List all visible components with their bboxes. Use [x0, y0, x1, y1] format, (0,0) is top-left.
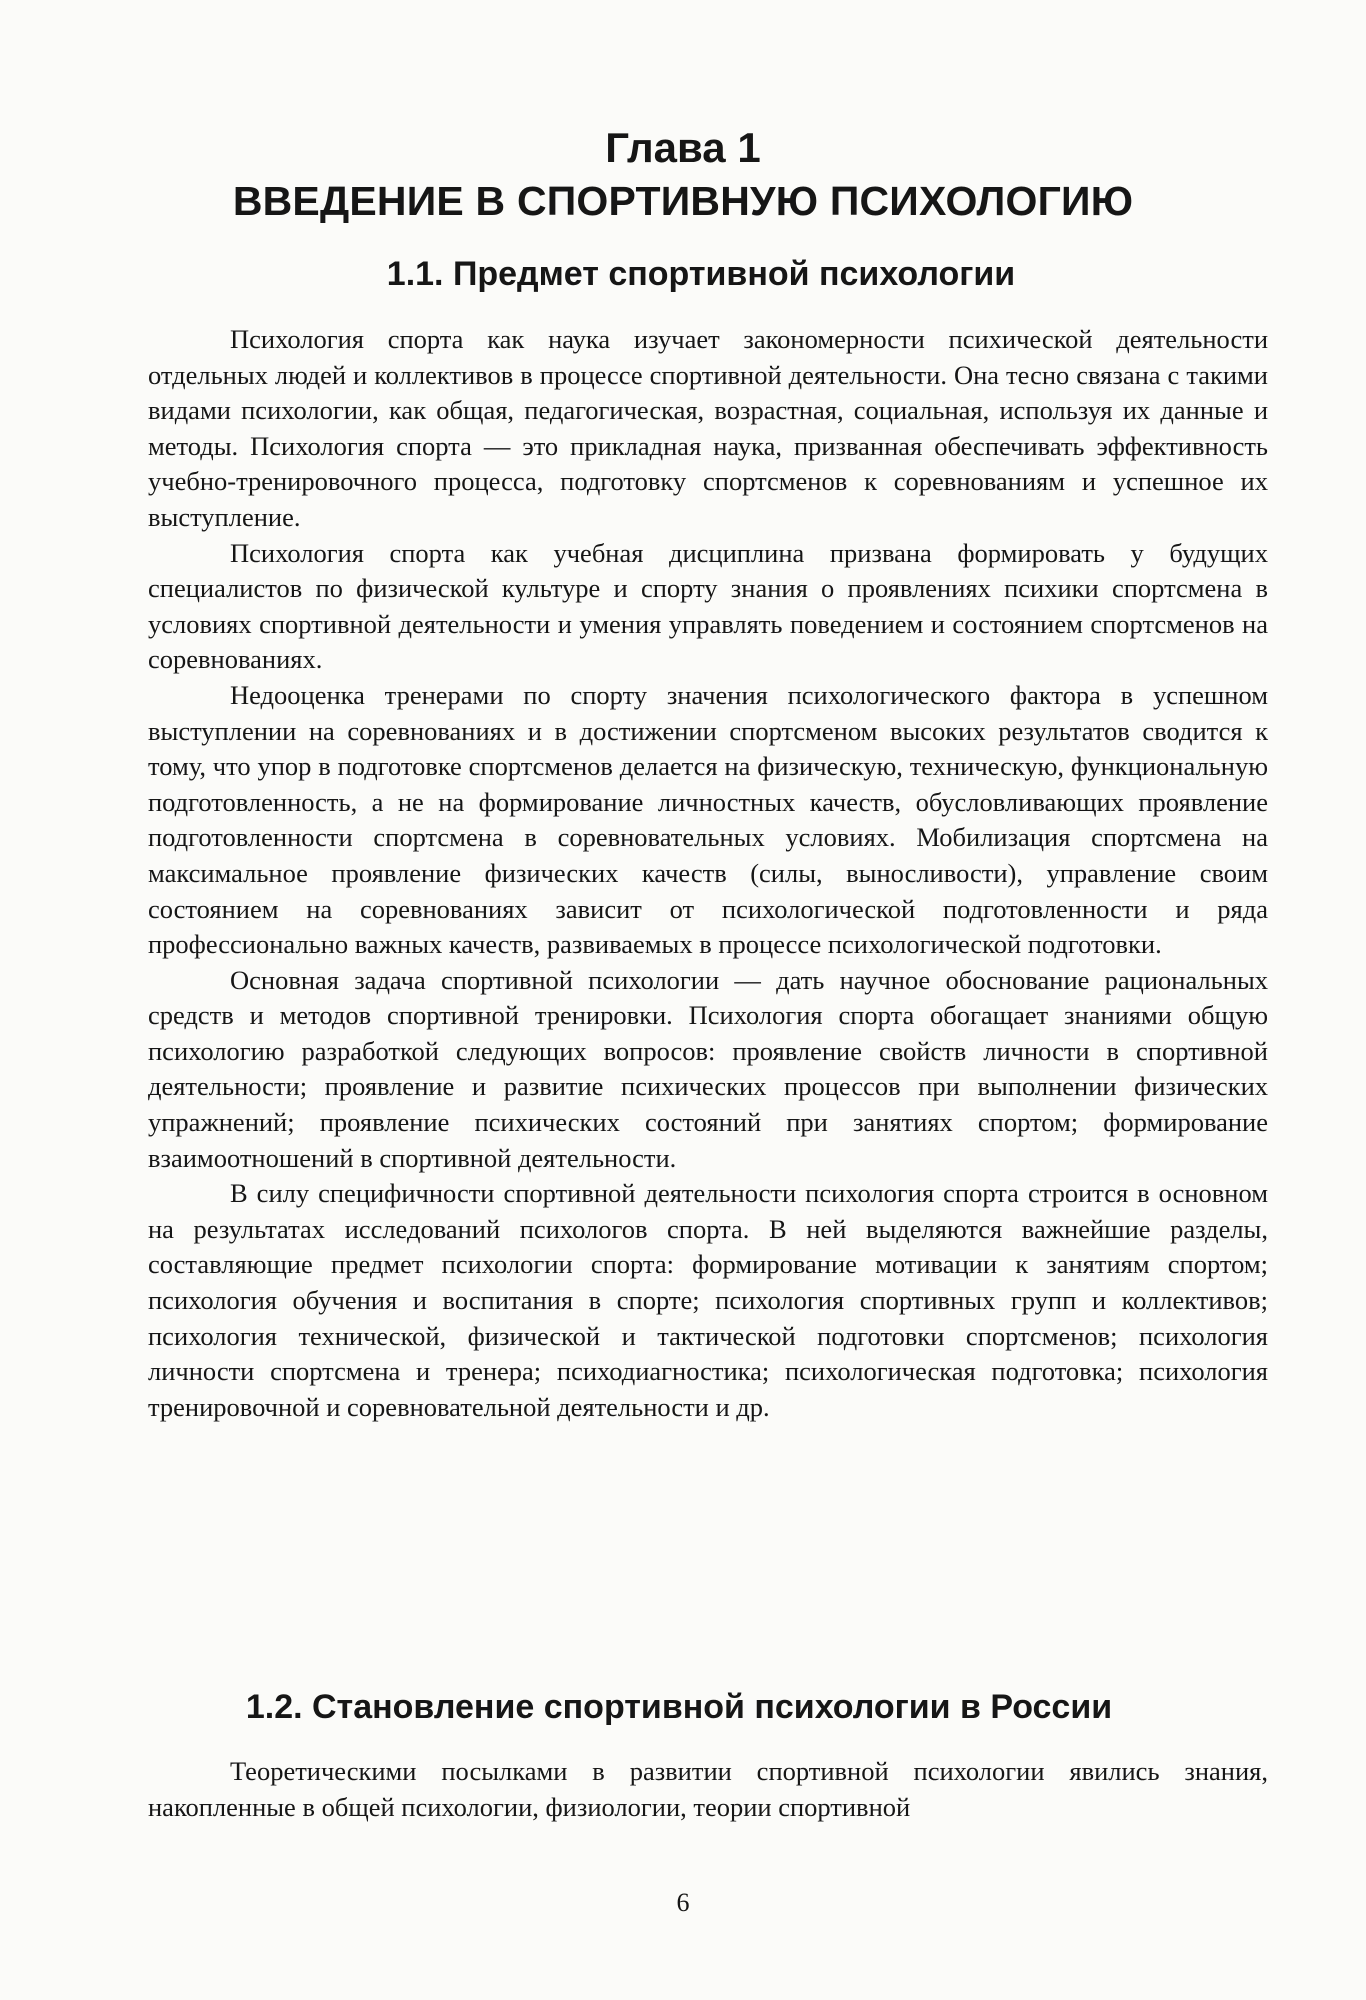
- page-number: 6: [676, 1888, 690, 1917]
- section-title-1-2: 1.2. Становление спортивной психологии в России: [245, 1688, 1113, 1726]
- section-1-2-body: [148, 1754, 1268, 1825]
- paragraph: Недооценка тренерами по спорту значения психологического фактора в успешном выступлении на соревнованиях и в достижении спортсменом высоких результатов сводится к тому, что упор в подготовке спортсменов делается на физическую, техническую, функциональную подготовленность, а не на формирование личностных качеств, обусловливающих проявление подготовленности спортсмена в соревновательных условиях. Мобилизация спортсмена на максимальное проявление физических качеств (силы, выносливости), управление своим состоянием на соревнованиях зависит от психологической подготовленности и ряда профессионально важных качеств, развиваемых в процессе психологической подготовки.: [148, 679, 1268, 960]
- chapter-label: Глава 1: [605, 124, 761, 171]
- section-title-1-1: 1.1. Предмет спортивной психологии: [386, 255, 1016, 293]
- paragraph: Психология спорта как учебная дисциплина призвана формировать у будущих специалистов по физической культуре и спорту знания о проявлениях психики спортсмена в условиях спортивной деятельности и умения управлять поведением и состоянием спортсменов на соревнованиях.: [148, 537, 1268, 675]
- paragraph: В силу специфичности спортивной деятельности психология спорта строится в основном на результатах исследований психологов спорта. В ней выделяются важнейшие разделы, составляющие предмет психологии спорта: формирование мотивации к занятиям спортом; психология обучения и воспитания в спорте; психология спортивных групп и коллективов; психология технической, физической и тактической подготовки спортсменов; психология личности спортсмена и тренера; психодиагностика; психологическая подготовка; психология тренировочной и соревновательной деятельности и др.: [148, 1178, 1268, 1422]
- section-1-1-body: [148, 322, 1268, 1425]
- paragraph: Основная задача спортивной психологии — дать научное обоснование рациональных средств и методов спортивной тренировки. Психология спорта обогащает знаниями общую психологию разработкой следующих вопросов: проявление свойств личности в спортивной деятельности; проявление и развитие психических процессов при выполнении физических упражнений; проявление психических состояний при занятиях спортом; формирование взаимоотношений в спортивной деятельности.: [148, 964, 1268, 1173]
- chapter-title: ВВЕДЕНИЕ В СПОРТИВНУЮ ПСИХОЛОГИЮ: [232, 178, 1134, 224]
- paragraph: Психология спорта как наука изучает закономерности психической деятельности отдельных людей и коллективов в процессе спортивной деятельности. Она тесно связана с такими видами психологии, как общая, педагогическая, возрастная, социальная, используя их данные и методы. Психология спорта — это прикладная наука, призванная обеспечивать эффективность учебно-тренировочного процесса, подготовку спортсменов к соревнованиям и успешное их выступление.: [148, 324, 1268, 532]
- paragraph: Теоретическими посылками в развитии спортивной психологии явились знания, накопленные в общей психологии, физиологии, теории спортивной: [148, 1756, 1268, 1822]
